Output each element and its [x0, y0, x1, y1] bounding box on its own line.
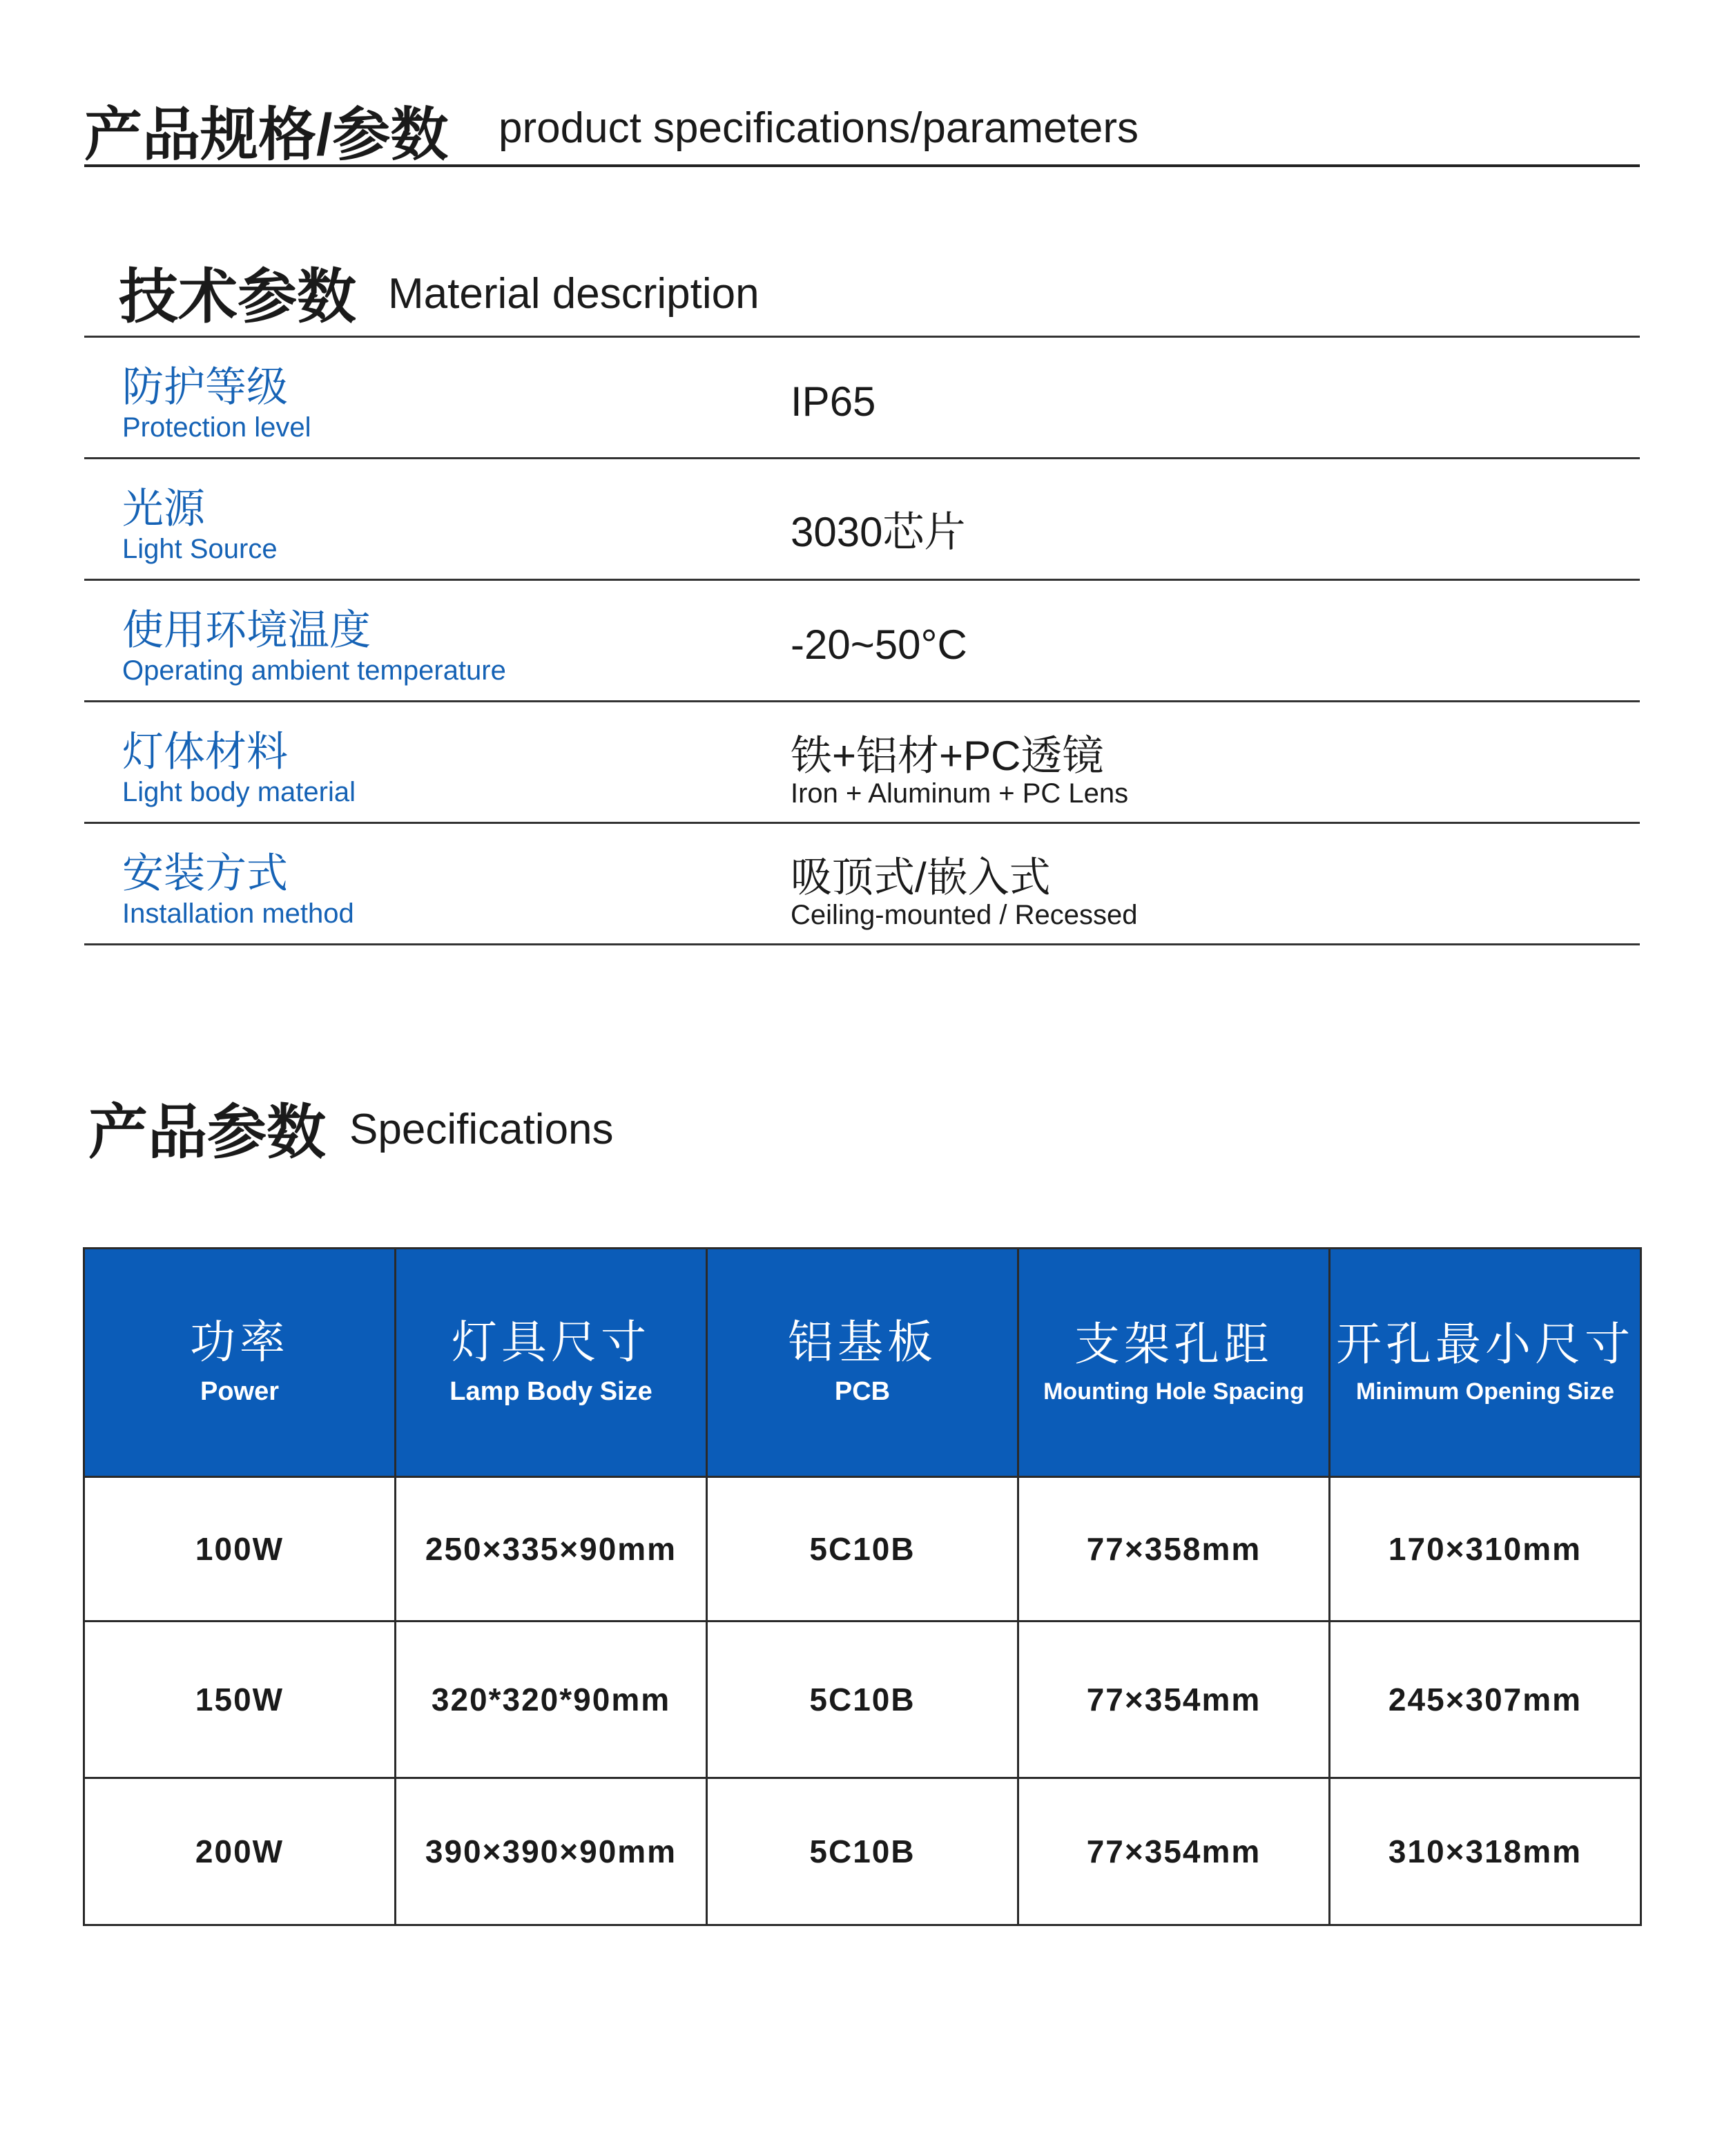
specs-header-row — [84, 1249, 1641, 1477]
material-label-zh: 使用环境温度 — [122, 607, 371, 653]
material-label-en: Operating ambient temperature — [122, 655, 506, 686]
material-label-en: Installation method — [122, 898, 354, 929]
table-cell-pcb: 5C10B — [707, 1477, 1018, 1621]
column-header-opening-size — [1330, 1249, 1641, 1477]
column-header-en: Minimum Opening Size — [1355, 1378, 1615, 1405]
column-header-en: Lamp Body Size — [449, 1377, 652, 1406]
column-header-en: Power — [200, 1377, 280, 1406]
material-label-en: Light body material — [122, 777, 356, 807]
column-header-pcb — [707, 1249, 1018, 1477]
material-label-zh: 防护等级 — [122, 364, 288, 410]
page-header — [84, 81, 1640, 167]
material-row-protection — [84, 338, 1640, 459]
material-title-zh: 技术参数 — [119, 264, 356, 330]
column-header-lamp-size — [396, 1249, 707, 1477]
material-label-zh: 灯体材料 — [122, 729, 288, 775]
material-value: 3030芯片 — [791, 509, 966, 555]
material-label-zh: 安装方式 — [122, 850, 288, 896]
table-cell-pcb: 5C10B — [707, 1778, 1018, 1925]
table-row — [84, 1477, 1641, 1621]
material-value: -20~50°C — [791, 622, 967, 668]
table-cell-hole-spacing: 77×354mm — [1018, 1621, 1330, 1778]
table-cell-opening-size: 245×307mm — [1330, 1621, 1641, 1778]
column-header-zh: 铝基板 — [788, 1316, 937, 1367]
material-value-en: Ceiling-mounted / Recessed — [791, 900, 1138, 930]
column-header-en: PCB — [834, 1377, 891, 1406]
column-header-zh: 支架孔距 — [1074, 1318, 1273, 1369]
specs-title-zh: 产品参数 — [88, 1099, 326, 1166]
table-cell-lamp-size: 250×335×90mm — [396, 1477, 707, 1621]
table-cell-hole-spacing: 77×354mm — [1018, 1778, 1330, 1925]
material-value-en: Iron + Aluminum + PC Lens — [791, 778, 1129, 809]
table-cell-lamp-size: 320*320*90mm — [396, 1621, 707, 1778]
table-cell-pcb: 5C10B — [707, 1621, 1018, 1778]
column-header-zh: 功率 — [190, 1316, 289, 1367]
material-row-temperature — [84, 581, 1640, 702]
specs-title-en: Specifications — [349, 1106, 614, 1153]
table-cell-power: 200W — [84, 1778, 396, 1925]
table-row — [84, 1778, 1641, 1925]
table-cell-power: 100W — [84, 1477, 396, 1621]
column-header-en: Mounting Hole Spacing — [1043, 1378, 1304, 1405]
column-header-zh: 开孔最小尺寸 — [1336, 1318, 1634, 1369]
material-table — [84, 336, 1640, 945]
column-header-power — [84, 1249, 396, 1477]
material-section-title — [119, 249, 759, 334]
table-cell-lamp-size: 390×390×90mm — [396, 1778, 707, 1925]
material-title-en: Material description — [388, 270, 759, 318]
material-label-en: Light Source — [122, 534, 278, 564]
page-title-en: product specifications/parameters — [499, 104, 1139, 152]
material-row-body-material — [84, 702, 1640, 824]
material-value-zh: 吸顶式/嵌入式 — [791, 854, 1051, 901]
material-label-en: Protection level — [122, 412, 311, 443]
column-header-hole-spacing — [1018, 1249, 1330, 1477]
material-value: IP65 — [791, 378, 876, 425]
table-cell-power: 150W — [84, 1621, 396, 1778]
page-title-zh: 产品规格/参数 — [84, 102, 449, 167]
material-row-installation — [84, 824, 1640, 945]
table-cell-hole-spacing: 77×358mm — [1018, 1477, 1330, 1621]
table-cell-opening-size: 170×310mm — [1330, 1477, 1641, 1621]
specs-section-title — [88, 1084, 614, 1170]
specs-table — [83, 1247, 1642, 1926]
material-label-zh: 光源 — [122, 485, 205, 532]
column-header-zh: 灯具尺寸 — [452, 1316, 650, 1367]
material-row-light-source — [84, 459, 1640, 581]
table-row — [84, 1621, 1641, 1778]
table-cell-opening-size: 310×318mm — [1330, 1778, 1641, 1925]
material-value-zh: 铁+铝材+PC透镜 — [791, 733, 1104, 779]
